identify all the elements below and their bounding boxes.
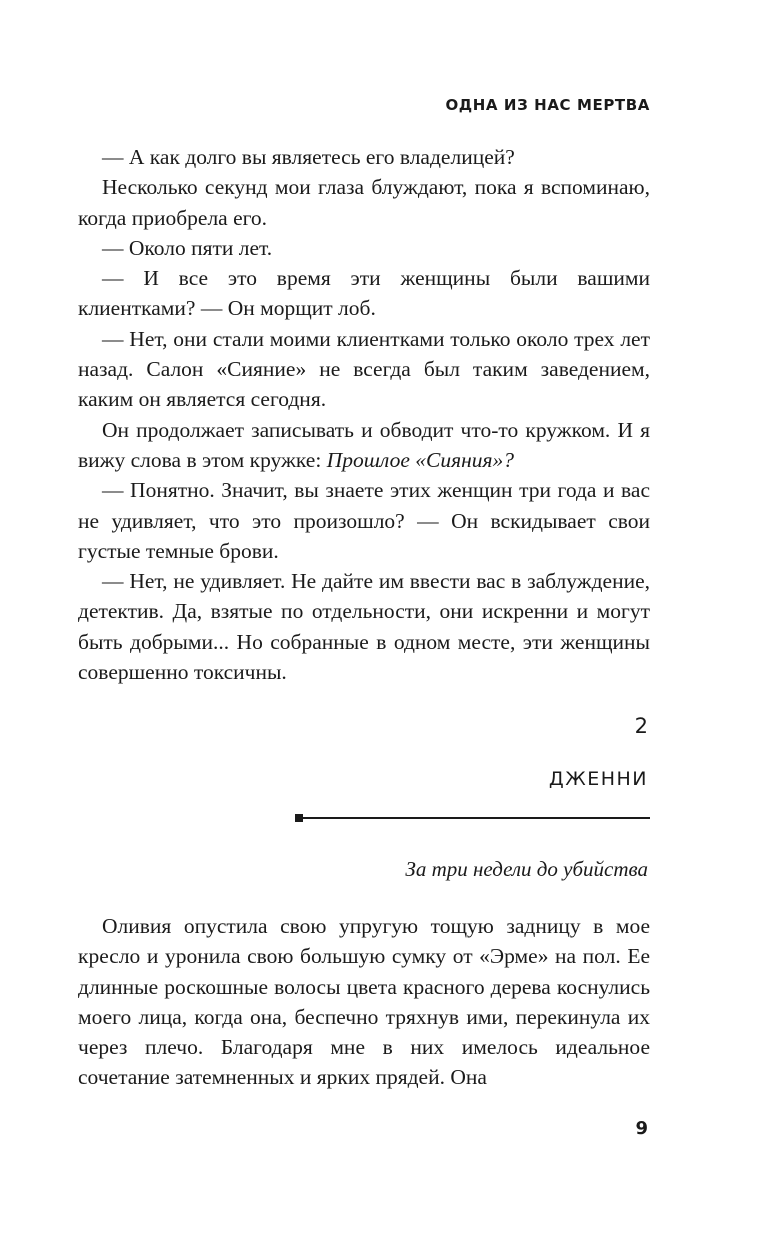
chapter-epigraph: За три недели до убийства: [405, 857, 648, 881]
text-block-dialogue: [78, 142, 650, 687]
page-number: 9: [635, 1118, 648, 1139]
running-head: ОДНА ИЗ НАС МЕРТВА: [445, 96, 650, 114]
text-block-chapter-start: [78, 911, 650, 1093]
paragraph: — И все это время эти женщины были вашими клиентками? — Он морщит лоб.: [78, 266, 650, 321]
paragraph: — Понятно. Значит, вы знаете этих женщин три года и вас не удивляет, что это произошло? — Он вскидывает свои густые темные брови.: [78, 478, 650, 563]
paragraph: [78, 415, 650, 476]
paragraph: Оливия опустила свою упругую тощую задницу в мое кресло и уронила свою большую сумку от «Эрме» на пол. Ее длинные роскошные волосы цвета красного дерева коснулись моего лица, когда она, беспечно тряхнув ими, перекинула их через плечо. Благодаря мне в них имелось идеальное сочетание затемненных и ярких прядей. Она: [78, 914, 650, 1090]
italic-phrase: Прошлое «Сияния»?: [326, 447, 514, 472]
chapter-title: ДЖЕННИ: [548, 768, 648, 790]
chapter-rule-divider: [298, 817, 650, 819]
paragraph: — Нет, не удивляет. Не дайте им ввести вас в заблуждение, детектив. Да, взятые по отдельности, они искренни и могут быть добрыми... Но собранные в одном месте, эти женщины совершенно токсичны.: [78, 569, 650, 685]
paragraph: — Около пяти лет.: [102, 235, 273, 260]
chapter-number: 2: [634, 714, 648, 738]
paragraph-text: Он продолжает записывать и обводит что-то кружком. И я вижу слова в этом кружке:: [78, 417, 650, 472]
paragraph: — А как долго вы являетесь его владелицей?: [102, 145, 515, 169]
paragraph: — Нет, они стали моими клиентками только около трех лет назад. Салон «Сияние» не всегда был таким заведением, каким он является сегодня.: [78, 326, 650, 412]
paragraph: Несколько секунд мои глаза блуждают, пока я вспоминаю, когда приобрела его.: [78, 175, 650, 230]
